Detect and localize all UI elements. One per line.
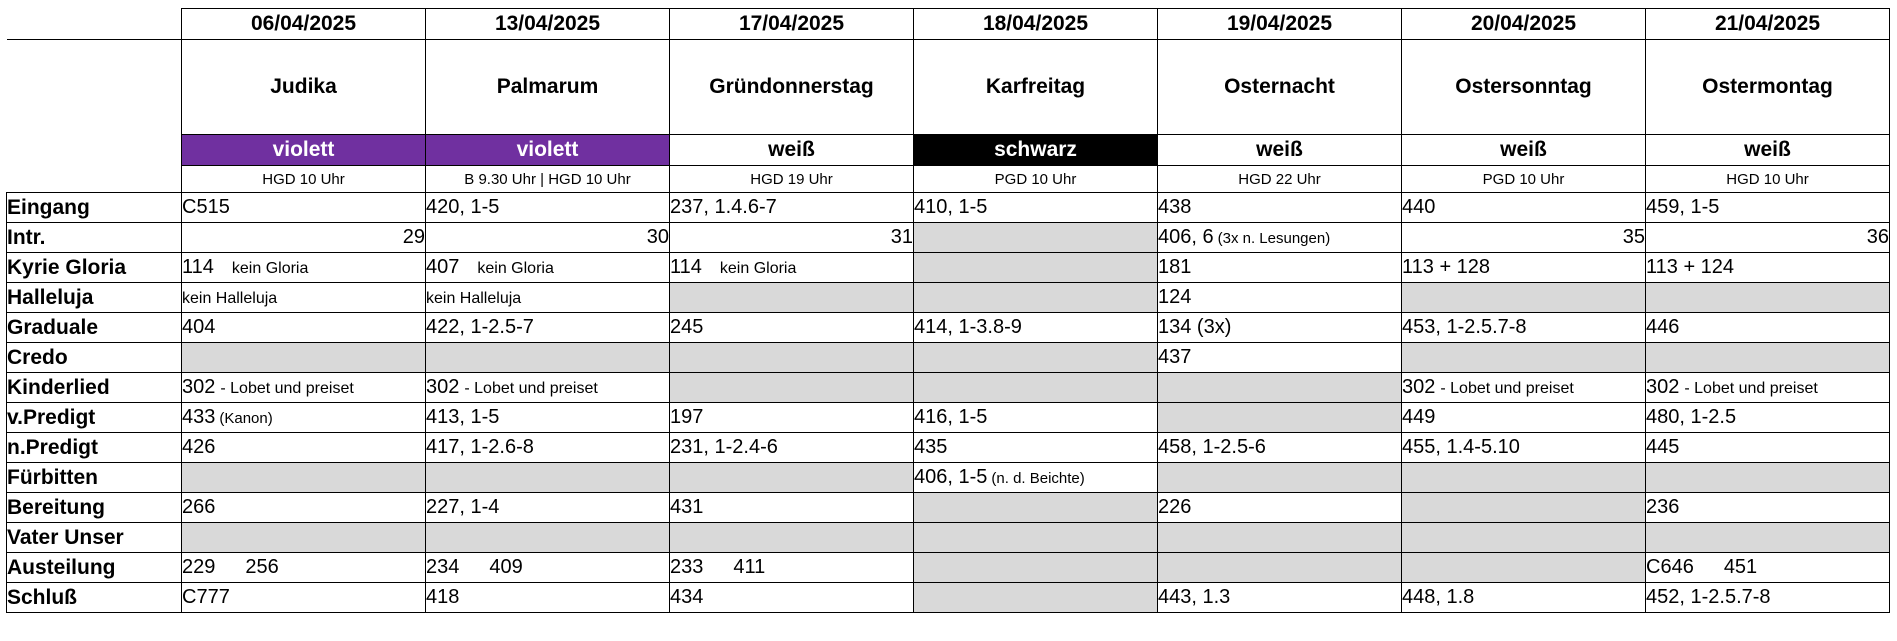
hymn-cell — [1646, 223, 1890, 253]
hymn-number: 302 — [182, 376, 216, 398]
hymn-number: 437 — [1158, 346, 1192, 368]
feast-name: Karfreitag — [914, 40, 1158, 135]
hymn-number: 266 — [182, 496, 216, 518]
table-row — [7, 583, 1890, 613]
hymn-number: C777 — [182, 586, 230, 608]
hymn-cell — [1158, 493, 1402, 523]
table-row — [7, 463, 1890, 493]
hymn-cell — [182, 253, 426, 283]
hymn-cell — [1646, 463, 1890, 493]
hymn-cell — [182, 193, 426, 223]
hymn-cell — [1646, 373, 1890, 403]
hymn-cell — [1646, 193, 1890, 223]
date-row — [7, 9, 1890, 40]
row-label: Schluß — [7, 583, 182, 613]
date-header: 06/04/2025 — [182, 9, 426, 40]
hymn-number: 231, 1-2.4-6 — [670, 436, 778, 458]
hymn-cell — [670, 193, 914, 223]
hymn-number: 404 — [182, 316, 216, 338]
hymn-cell — [182, 373, 426, 403]
hymn-number: 433 — [182, 406, 216, 428]
hymn-number: 302 — [1402, 376, 1436, 398]
hymn-cell — [426, 493, 670, 523]
hymn-cell — [670, 253, 914, 283]
hymn-cell — [670, 313, 914, 343]
hymn-cell — [670, 223, 914, 253]
feast-name: Ostermontag — [1646, 40, 1890, 135]
hymn-cell — [1646, 313, 1890, 343]
hymn-cell — [1402, 583, 1646, 613]
hymn-cell — [670, 583, 914, 613]
hymn-number: 407 — [426, 256, 460, 278]
service-time-row — [7, 166, 1890, 193]
hymn-cell — [426, 583, 670, 613]
hymn-cell — [182, 553, 426, 583]
corner-cell — [7, 40, 182, 135]
hymn-cell — [1158, 463, 1402, 493]
hymn-number: 458, 1-2.5-6 — [1158, 436, 1266, 458]
hymn-number: 233 — [670, 556, 704, 578]
hymn-number: 435 — [914, 436, 948, 458]
hymn-note: - Lobet und preiset — [1440, 380, 1574, 397]
hymn-cell — [670, 343, 914, 373]
row-label: Kyrie Gloria — [7, 253, 182, 283]
hymn-number: 245 — [670, 316, 704, 338]
hymn-cell — [1158, 373, 1402, 403]
hymn-number: 114 — [670, 256, 702, 278]
hymn-cell — [426, 313, 670, 343]
corner-cell — [7, 166, 182, 193]
row-label: v.Predigt — [7, 403, 182, 433]
hymn-cell — [1646, 493, 1890, 523]
hymn-cell — [426, 193, 670, 223]
hymn-cell — [1402, 373, 1646, 403]
hymn-note: kein Gloria — [719, 260, 797, 277]
hymn-cell — [914, 463, 1158, 493]
service-time: HGD 19 Uhr — [670, 166, 914, 193]
liturgical-color: violett — [426, 135, 670, 166]
hymn-cell — [1402, 553, 1646, 583]
hymn-number: 420, 1-5 — [426, 196, 500, 218]
hymn-cell — [670, 283, 914, 313]
date-header: 17/04/2025 — [670, 9, 914, 40]
hymn-cell — [426, 403, 670, 433]
hymn-cell — [182, 493, 426, 523]
hymn-cell — [426, 253, 670, 283]
hymn-number: 418 — [426, 586, 460, 608]
hymn-number: 181 — [1158, 256, 1192, 278]
row-label: Eingang — [7, 193, 182, 223]
service-time: B 9.30 Uhr | HGD 10 Uhr — [426, 166, 670, 193]
table-row — [7, 283, 1890, 313]
table-row — [7, 373, 1890, 403]
row-label: n.Predigt — [7, 433, 182, 463]
hymn-number: 134 (3x) — [1158, 316, 1232, 338]
hymn-note: kein Halleluja — [182, 290, 278, 307]
hymn-note: - Lobet und preiset — [464, 380, 598, 397]
hymn-number: 413, 1-5 — [426, 406, 500, 428]
service-time: HGD 10 Uhr — [182, 166, 426, 193]
hymn-cell — [670, 463, 914, 493]
hymn-number: 406, 6 — [1158, 226, 1214, 248]
date-header: 21/04/2025 — [1646, 9, 1890, 40]
liturgical-color: weiß — [1158, 135, 1402, 166]
hymn-cell — [182, 343, 426, 373]
liturgical-color: violett — [182, 135, 426, 166]
hymn-cell — [426, 223, 670, 253]
hymn-cell — [1402, 283, 1646, 313]
hymn-cell — [1158, 313, 1402, 343]
hymn-note: kein Halleluja — [426, 290, 522, 307]
hymn-number: 438 — [1158, 196, 1192, 218]
hymn-number-second: 409 — [489, 556, 523, 578]
hymn-number: 124 — [1158, 286, 1192, 308]
hymn-cell — [914, 313, 1158, 343]
hymn-number: 459, 1-5 — [1646, 196, 1720, 218]
feast-name: Judika — [182, 40, 426, 135]
hymn-number: C515 — [182, 196, 230, 218]
hymn-cell — [914, 193, 1158, 223]
hymn-number: 406, 1-5 — [914, 466, 988, 488]
table-row — [7, 403, 1890, 433]
feast-name-row — [7, 40, 1890, 135]
hymn-cell — [1158, 193, 1402, 223]
hymn-cell — [670, 433, 914, 463]
service-time: HGD 10 Uhr — [1646, 166, 1890, 193]
row-label: Vater Unser — [7, 523, 182, 553]
hymn-number: 226 — [1158, 496, 1192, 518]
hymn-number-second: 451 — [1723, 556, 1758, 578]
hymn-cell — [670, 403, 914, 433]
hymn-number: 434 — [670, 586, 704, 608]
hymn-cell — [1402, 463, 1646, 493]
hymn-cell — [914, 373, 1158, 403]
hymn-cell — [1646, 523, 1890, 553]
row-label: Credo — [7, 343, 182, 373]
hymn-number-second: 256 — [245, 556, 279, 578]
hymn-cell — [182, 313, 426, 343]
row-label: Austeilung — [7, 553, 182, 583]
hymn-cell — [182, 403, 426, 433]
date-header: 18/04/2025 — [914, 9, 1158, 40]
hymn-number: 453, 1-2.5.7-8 — [1402, 316, 1527, 338]
feast-name: Gründonnerstag — [670, 40, 914, 135]
hymn-number: 114 — [182, 256, 214, 278]
hymn-cell — [914, 343, 1158, 373]
hymn-cell — [1158, 283, 1402, 313]
hymn-number: 197 — [670, 406, 704, 428]
hymn-cell — [182, 583, 426, 613]
hymn-note: - Lobet und preiset — [220, 380, 354, 397]
liturgical-color: weiß — [670, 135, 914, 166]
hymn-cell — [426, 463, 670, 493]
row-label: Bereitung — [7, 493, 182, 523]
hymn-cell — [1158, 433, 1402, 463]
hymn-cell — [670, 553, 914, 583]
hymn-cell — [1158, 583, 1402, 613]
hymn-cell — [426, 283, 670, 313]
table-row — [7, 253, 1890, 283]
hymn-cell — [1646, 283, 1890, 313]
hymn-note: (3x n. Lesungen) — [1217, 230, 1331, 247]
row-label: Kinderlied — [7, 373, 182, 403]
hymn-cell — [914, 523, 1158, 553]
hymn-cell — [182, 523, 426, 553]
table-row — [7, 223, 1890, 253]
table-row — [7, 313, 1890, 343]
hymn-cell — [1158, 403, 1402, 433]
hymn-cell — [1402, 193, 1646, 223]
feast-name: Osternacht — [1158, 40, 1402, 135]
table-row — [7, 553, 1890, 583]
hymn-cell — [1402, 253, 1646, 283]
feast-name: Ostersonntag — [1402, 40, 1646, 135]
hymn-number: 237, 1.4.6-7 — [670, 196, 777, 218]
table-row — [7, 493, 1890, 523]
row-label: Halleluja — [7, 283, 182, 313]
hymn-number: 443, 1.3 — [1158, 586, 1231, 608]
hymn-number: 302 — [1646, 376, 1680, 398]
hymn-cell — [1402, 343, 1646, 373]
hymn-cell — [426, 373, 670, 403]
hymn-number: 414, 1-3.8-9 — [914, 316, 1022, 338]
hymn-cell — [426, 433, 670, 463]
hymn-cell — [426, 523, 670, 553]
hymn-number: C646 — [1646, 556, 1694, 578]
hymn-cell — [1646, 253, 1890, 283]
hymn-number: 422, 1-2.5-7 — [426, 316, 534, 338]
hymn-number-second: 411 — [733, 556, 766, 578]
hymn-note: (n. d. Beichte) — [991, 470, 1085, 487]
hymn-note: kein Gloria — [477, 260, 554, 277]
date-header: 20/04/2025 — [1402, 9, 1646, 40]
hymn-number: 426 — [182, 436, 216, 458]
hymn-cell — [914, 553, 1158, 583]
hymn-cell — [914, 253, 1158, 283]
hymn-number: 448, 1.8 — [1402, 586, 1475, 608]
date-header: 13/04/2025 — [426, 9, 670, 40]
hymn-plan-table — [6, 8, 1890, 613]
hymn-cell — [1402, 433, 1646, 463]
hymn-cell — [1158, 523, 1402, 553]
hymn-number: 35 — [1622, 226, 1645, 248]
hymn-cell — [1158, 223, 1402, 253]
hymn-cell — [182, 283, 426, 313]
hymn-number: 445 — [1646, 436, 1680, 458]
hymn-number: 227, 1-4 — [426, 496, 500, 518]
hymn-number: 431 — [670, 496, 704, 518]
hymn-cell — [1158, 253, 1402, 283]
hymn-number: 234 — [426, 556, 460, 578]
hymn-number: 446 — [1646, 316, 1680, 338]
hymn-number: 410, 1-5 — [914, 196, 988, 218]
hymn-number: 302 — [426, 376, 460, 398]
hymn-number: 113 + 124 — [1646, 256, 1735, 278]
hymn-cell — [1402, 223, 1646, 253]
hymn-number: 440 — [1402, 196, 1436, 218]
service-time: HGD 22 Uhr — [1158, 166, 1402, 193]
service-time: PGD 10 Uhr — [914, 166, 1158, 193]
hymn-cell — [426, 343, 670, 373]
corner-cell — [7, 9, 182, 40]
hymn-number: 417, 1-2.6-8 — [426, 436, 534, 458]
hymn-number: 452, 1-2.5.7-8 — [1646, 586, 1771, 608]
liturgical-color: weiß — [1646, 135, 1890, 166]
hymn-cell — [1158, 343, 1402, 373]
date-header: 19/04/2025 — [1158, 9, 1402, 40]
hymn-cell — [914, 433, 1158, 463]
hymn-cell — [1402, 403, 1646, 433]
table-row — [7, 193, 1890, 223]
hymn-cell — [914, 493, 1158, 523]
row-label: Graduale — [7, 313, 182, 343]
hymn-cell — [914, 583, 1158, 613]
table-body — [7, 9, 1890, 613]
hymn-cell — [182, 433, 426, 463]
hymn-number: 31 — [890, 226, 913, 248]
hymn-cell — [182, 463, 426, 493]
hymn-number: 30 — [646, 226, 669, 248]
hymn-cell — [1158, 553, 1402, 583]
hymn-number: 29 — [402, 226, 425, 248]
feast-name: Palmarum — [426, 40, 670, 135]
hymn-number: 113 + 128 — [1402, 256, 1491, 278]
hymn-cell — [1646, 553, 1890, 583]
table-row — [7, 433, 1890, 463]
table-row — [7, 343, 1890, 373]
hymn-note: kein Gloria — [231, 260, 309, 277]
hymn-cell — [1646, 433, 1890, 463]
hymn-number: 480, 1-2.5 — [1646, 406, 1737, 428]
hymn-number: 229 — [182, 556, 216, 578]
hymn-cell — [1402, 493, 1646, 523]
hymn-cell — [1646, 343, 1890, 373]
row-label: Fürbitten — [7, 463, 182, 493]
hymn-cell — [670, 373, 914, 403]
hymn-cell — [1402, 523, 1646, 553]
hymn-cell — [1646, 403, 1890, 433]
hymn-cell — [426, 553, 670, 583]
liturgical-color: weiß — [1402, 135, 1646, 166]
hymn-cell — [914, 403, 1158, 433]
hymn-cell — [670, 493, 914, 523]
liturgical-color-row — [7, 135, 1890, 166]
hymn-number: 236 — [1646, 496, 1680, 518]
hymn-number: 455, 1.4-5.10 — [1402, 436, 1520, 458]
hymn-cell — [670, 523, 914, 553]
hymn-cell — [914, 223, 1158, 253]
service-time: PGD 10 Uhr — [1402, 166, 1646, 193]
table-row — [7, 523, 1890, 553]
liturgical-color: schwarz — [914, 135, 1158, 166]
hymn-cell — [182, 223, 426, 253]
hymn-number: 416, 1-5 — [914, 406, 988, 428]
hymn-note: - Lobet und preiset — [1684, 380, 1818, 397]
hymn-cell — [1646, 583, 1890, 613]
row-label: Intr. — [7, 223, 182, 253]
hymn-cell — [1402, 313, 1646, 343]
hymn-cell — [914, 283, 1158, 313]
hymn-number: 449 — [1402, 406, 1436, 428]
hymn-note: (Kanon) — [219, 410, 273, 427]
corner-cell — [7, 135, 182, 166]
hymn-number: 36 — [1866, 226, 1889, 248]
